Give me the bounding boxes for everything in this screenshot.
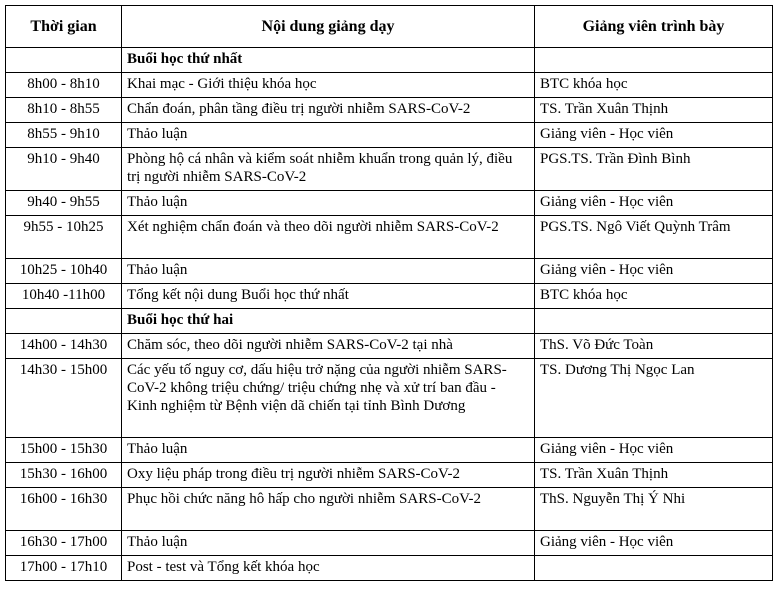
- time-cell: 16h00 - 16h30: [6, 488, 122, 531]
- time-cell: 10h40 -11h00: [6, 284, 122, 309]
- table-row: [6, 334, 773, 359]
- speaker-cell: TS. Trần Xuân Thịnh: [535, 98, 773, 123]
- speaker-cell: Giảng viên - Học viên: [535, 531, 773, 556]
- section-speaker-cell: [535, 48, 773, 73]
- table-row: [6, 216, 773, 259]
- header-time: Thời gian: [6, 6, 122, 48]
- content-cell: Tổng kết nội dung Buổi học thứ nhất: [122, 284, 535, 309]
- content-cell: Thảo luận: [122, 531, 535, 556]
- table-row: [6, 73, 773, 98]
- time-cell: 15h00 - 15h30: [6, 438, 122, 463]
- table-row: [6, 284, 773, 309]
- content-cell: Post - test và Tổng kết khóa học: [122, 556, 535, 581]
- time-cell: 14h30 - 15h00: [6, 359, 122, 438]
- speaker-cell: PGS.TS. Trần Đình Bình: [535, 148, 773, 191]
- table-row: [6, 556, 773, 581]
- section-time-cell: [6, 309, 122, 334]
- header-content: Nội dung giảng dạy: [122, 6, 535, 48]
- content-cell: Thảo luận: [122, 123, 535, 148]
- section-title: Buổi học thứ hai: [122, 309, 535, 334]
- table-row: [6, 463, 773, 488]
- content-cell: Chăm sóc, theo dõi người nhiễm SARS-CoV-2 tại nhà: [122, 334, 535, 359]
- table-row: [6, 191, 773, 216]
- speaker-cell: PGS.TS. Ngô Viết Quỳnh Trâm: [535, 216, 773, 259]
- time-cell: 9h40 - 9h55: [6, 191, 122, 216]
- speaker-cell: BTC khóa học: [535, 73, 773, 98]
- speaker-cell: BTC khóa học: [535, 284, 773, 309]
- table-row: [6, 259, 773, 284]
- content-cell: Phục hồi chức năng hô hấp cho người nhiễm SARS-CoV-2: [122, 488, 535, 531]
- section-title: Buổi học thứ nhất: [122, 48, 535, 73]
- table-row: [6, 438, 773, 463]
- time-cell: 17h00 - 17h10: [6, 556, 122, 581]
- speaker-cell: [535, 556, 773, 581]
- table-row: [6, 531, 773, 556]
- section-row: [6, 48, 773, 73]
- speaker-cell: ThS. Nguyễn Thị Ý Nhi: [535, 488, 773, 531]
- section-speaker-cell: [535, 309, 773, 334]
- content-cell: Khai mạc - Giới thiệu khóa học: [122, 73, 535, 98]
- time-cell: 8h55 - 9h10: [6, 123, 122, 148]
- section-time-cell: [6, 48, 122, 73]
- time-cell: 8h00 - 8h10: [6, 73, 122, 98]
- speaker-cell: TS. Dương Thị Ngọc Lan: [535, 359, 773, 438]
- time-cell: 15h30 - 16h00: [6, 463, 122, 488]
- table-row: [6, 123, 773, 148]
- section-row: [6, 309, 773, 334]
- time-cell: 14h00 - 14h30: [6, 334, 122, 359]
- content-cell: Oxy liệu pháp trong điều trị người nhiễm SARS-CoV-2: [122, 463, 535, 488]
- header-speaker: Giảng viên trình bày: [535, 6, 773, 48]
- content-cell: Xét nghiệm chẩn đoán và theo dõi người nhiễm SARS-CoV-2: [122, 216, 535, 259]
- table-row: [6, 148, 773, 191]
- time-cell: 8h10 - 8h55: [6, 98, 122, 123]
- content-cell: Thảo luận: [122, 438, 535, 463]
- speaker-cell: Giảng viên - Học viên: [535, 123, 773, 148]
- speaker-cell: Giảng viên - Học viên: [535, 438, 773, 463]
- content-cell: Thảo luận: [122, 191, 535, 216]
- time-cell: 9h10 - 9h40: [6, 148, 122, 191]
- speaker-cell: Giảng viên - Học viên: [535, 259, 773, 284]
- table-row: [6, 359, 773, 438]
- time-cell: 16h30 - 17h00: [6, 531, 122, 556]
- content-cell: Chẩn đoán, phân tầng điều trị người nhiễm SARS-CoV-2: [122, 98, 535, 123]
- content-cell: Thảo luận: [122, 259, 535, 284]
- schedule-table: [5, 5, 773, 581]
- time-cell: 10h25 - 10h40: [6, 259, 122, 284]
- speaker-cell: Giảng viên - Học viên: [535, 191, 773, 216]
- content-cell: Phòng hộ cá nhân và kiểm soát nhiễm khuẩn trong quản lý, điều trị người nhiễm SARS-CoV-2: [122, 148, 535, 191]
- content-cell: Các yếu tố nguy cơ, dấu hiệu trở nặng của người nhiễm SARS-CoV-2 không triệu chứng/ triệu chứng nhẹ và xử trí ban đầu - Kinh nghiệm từ Bệnh viện dã chiến tại tỉnh Bình Dương: [122, 359, 535, 438]
- speaker-cell: ThS. Võ Đức Toàn: [535, 334, 773, 359]
- time-cell: 9h55 - 10h25: [6, 216, 122, 259]
- speaker-cell: TS. Trần Xuân Thịnh: [535, 463, 773, 488]
- table-row: [6, 98, 773, 123]
- table-row: [6, 488, 773, 531]
- header-row: [6, 6, 773, 48]
